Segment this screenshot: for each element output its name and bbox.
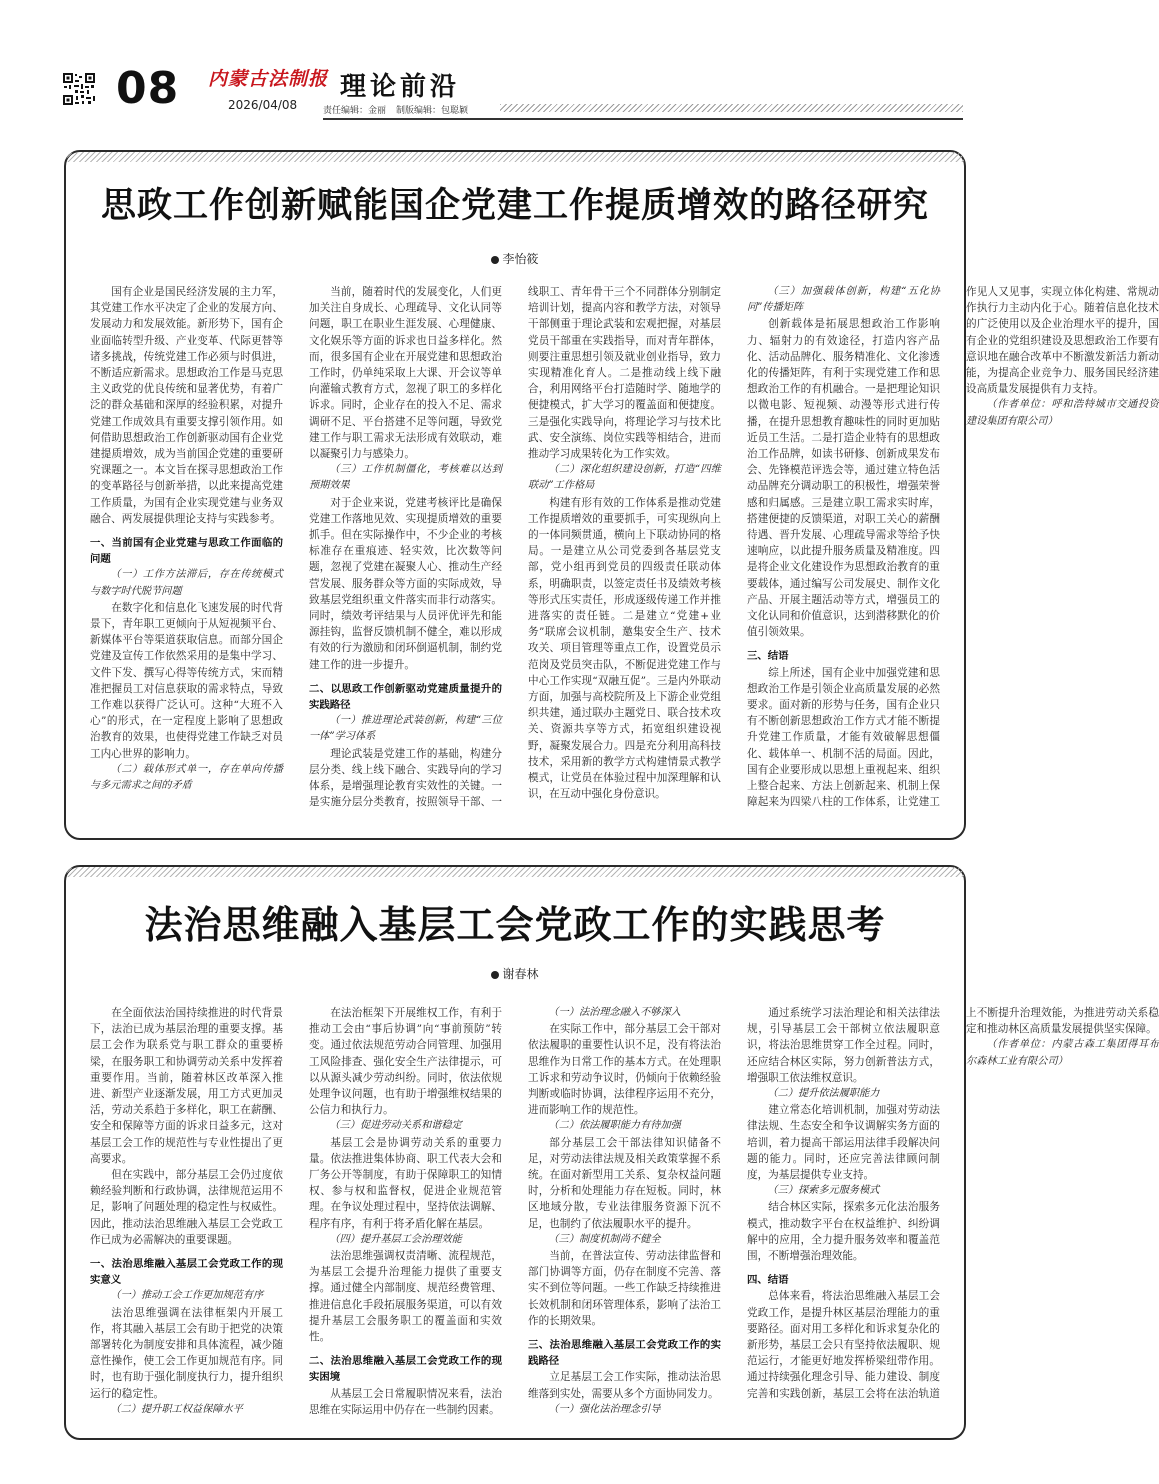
frame-decoration (66, 867, 964, 877)
issue-date: 2026/04/08 (228, 98, 298, 112)
article-2-headline: 法治思维融入基层工会党政工作的实践思考 (144, 902, 886, 947)
article-2 (64, 865, 1159, 1440)
subsection-heading: （一）强化法治理念引导 (548, 1403, 661, 1415)
page-header (0, 0, 1024, 130)
paragraph: 当前，随着时代的发展变化，人们更加关注自身成长、心理疏导、文化认同等问题，职工在职业生涯发展、心理健康、文化娱乐等方面的诉求也日益多样化。然而，很多国有企业在开展党建和思想政治工作时，仍单纯采取上大课、开会议等单向灌输式教育方式，忽视了职工的多样化诉求。同时，企业存在的投入不足、需求调研不足、平台搭建不足等问题，导致党建工作与职工需求无法形成有效联动，难以凝聚引力与感染力。 (309, 286, 502, 461)
section-heading: 三、法治思维融入基层工会党政工作的实践路径 (528, 1339, 721, 1368)
frame-decoration (66, 152, 964, 162)
paragraph: 法治思维强调权责清晰、流程规范，为基层工会提升治理能力提供了重要支撑。通过健全内部制度、规范经费管理、推进信息化手段拓展服务渠道，可以有效提升基层工会服务职工的覆盖面和实效性。 (309, 1250, 502, 1344)
paragraph: 结合林区实际，探索多元化法治服务模式，推动数字平台在权益维护、纠纷调解中的应用，全力提升服务效率和覆盖范围，不断增强治理效能。 (747, 1201, 940, 1263)
subsection-heading: （四）提升基层工会治理效能 (329, 1233, 462, 1245)
paragraph: 建立常态化培训机制，加强对劳动法律法规、生态安全和争议调解实务方面的培训，着力提高干部运用法律手段解决问题的能力。同时，还应完善法律顾问制度，为基层提供专业支持。 (747, 1104, 940, 1182)
subsection-heading: （三）探索多元服务模式 (767, 1185, 880, 1197)
paragraph: 但在实践中，部分基层工会仍过度依赖经验判断和行政协调，法律规范运用不足，影响了问题处理的稳定性与权威性。因此，推动法治思维融入基层工会党政工作已成为必需解决的重要课题。 (90, 1169, 283, 1246)
header-decoration (500, 104, 963, 112)
subsection-heading: （三）工作机制僵化，考核难以达到预期效果 (309, 464, 502, 492)
chief-editor: 责任编辑：金丽 (323, 106, 387, 116)
paragraph: 对于企业来说，党建考核评比是确保党建工作落地见效、实现提质增效的重要抓手。但在实际操作中，不少企业的考核标准存在重痕迹、轻实效，比次数等问题，忽视了党建在凝聚人心、推动生产经营发展、服务群众等方面的实际成效，导致基层党组织重文件落实而非行动落实。同时，绩效考评结果与人员评优评先和能源挂钩，监督反馈机制不健全，难以形成有效的行为激励和闭环倒逼机制，制约党建工作的进一步提升。 (309, 496, 502, 671)
section-heading: 二、以思政工作创新驱动党建质量提升的实践路径 (309, 682, 502, 712)
paragraph: 在全面依法治国持续推进的时代背景下，法治已成为基层治理的重要支撑。基层工会作为联系党与职工群众的重要桥梁，在服务职工和协调劳动关系中发挥着重要作用。当前，随着林区改革深入推进、新型产业逐渐发展，用工方式更加灵活，劳动关系趋于多样化，职工在薪酬、安全和保障等方面的诉求日益多元，这对基层工会工作的规范性与专业性提出了更高要求。 (90, 1007, 283, 1165)
section-heading: 一、当前国有企业党建与思政工作面临的问题 (90, 537, 283, 566)
subsection-heading: （二）提升职工权益保障水平 (110, 1403, 243, 1415)
paragraph: 构建有形有效的工作体系是推动党建工作提质增效的重要抓手，可实现纵向上的一体同频贯通，横向上下联动协同的格局。一是建立从公司党委到各基层党支部，党小组再到党员的四级责任联动体系，明确职责，以签定责任书及绩效考核等形式压实责任，形成逐级传递工作并推进落实的责任链。二是建立“党建+业务”联席会议机制，邀集安全生产、技术攻关、项目管理等重点工作，设置党员示范岗及党员突击队，不断促进党建工作与中心工作实现“双融互促”。三是内外联动方面，加强与高校院所及上下游企业党组织共建，通过联办主题党日、联合技术攻关、资源共享等方式，拓宽组织建设视野，凝聚发展合力。四是充分利用高科技技术，采用新的教学方式构建情景式教学模式，让党员在体验过程中加深理解和认识，在互动中强化身份意识。 (528, 496, 721, 801)
layout-editor: 制版编辑：包聪颖 (396, 106, 469, 116)
subsection-heading: （一）法治理念融入不够深入 (548, 1007, 681, 1018)
subsection-heading: （二）载体形式单一，存在单向传播与多元需求之间的矛盾 (90, 763, 283, 792)
article-1-byline (66, 250, 964, 267)
paragraph: 从基层工会日常履职情况来看，法治思维在实际运用中仍存在一些制约因素。 (309, 1387, 502, 1416)
paragraph: 部分基层工会干部法律知识储备不足，对劳动法律法规及相关政策掌握不系统。在面对新型用工关系、复杂权益问题时，分析和处理能力存在短板。同时，林区地域分散，专业法律服务资源下沉不足，也制约了依法履职水平的提升。 (528, 1136, 721, 1230)
paragraph: 创新载体是拓展思想政治工作影响力、辐射力的有效途径，打造内容产品化、活动品牌化、服务精准化、文化渗透化的传播矩阵，有利于实现党建工作和思想政治工作的有机融合。一是把理论知识以微电影、短视频、动漫等形式进行传播，在提升思想教育趣味性的同时更加贴近员工生活。二是打造企业特有的思想政治工作品牌，如读书研修、创新成果发布会、先锋模范评选会等，通过建立特色活动品牌充分调动职工的积极性，增强荣誉感和归属感。三是建立职工需求实时库，搭建便捷的反馈渠道，对职工关心的薪酬待遇、晋升发展、心理疏导需求等给予快速响应，以此提升服务质量及精准度。四是将企业文化建设作为思想政治教育的重要载体，通过编写公司发展史、制作文化产品、开展主题活动等方式，增强员工的文化认同和价值意识，达到潜移默化的价值引领效果。 (747, 318, 940, 639)
paragraph: 综上所述，国有企业中加强党建和思想政治工作是引领企业高质量发展的必然要求。面对新的形势与任务，国有企业只有不断创新思想政治工作方式才能不断提升党建工作质量，才能有效破解思想僵化、载体单一、机制不活的局面。因此，国有企业要形成以思想上重视起来、组织上整合起来、方法上创新起来、机制上保障起来为四梁八柱的工作体系，让党建工作见人又见事，实现立体化构建、常规动作执行力主动内化于心。随着信息化技术的广泛使用以及企业治理水平的提升，国有企业的党组织建设及思想政治工作要有意识地在融合改革中不断激发新活力新动能，为提高企业竞争力、服务国民经济建设高质量发展提供有力支持。 (747, 286, 1159, 809)
editor-credits (323, 103, 478, 116)
paragraph: 理论武装是党建工作的基础，构建分层分类、线上线下融合、实践导向的学习体系，是增强理论教育实效性的关键。一是实施分层分类教育，按照领导干部、一线职工、青年骨干三个不同群体分别制定培训计划，提高内容和教学方法，对领导干部侧重于理论武装和宏观把握，对基层党员干部重在实践指导，而对青年群体，则要注重思想引领及就业创业指导，致力实现精准化育人。二是推动线上线下融合，利用网络平台打造随时学、随地学的便捷模式，扩大学习的覆盖面和便捷度。三是强化实践导向，将理论学习与技术比武、安全演练、岗位实践等相结合，进而推动学习成果转化为工作实效。 (309, 286, 721, 809)
subsection-heading: （一）推动工会工作更加规范有序 (110, 1290, 264, 1302)
section-heading: 三、结语 (747, 650, 789, 663)
bullet-icon (491, 256, 499, 264)
subsection-heading: （三）加强载体创新，构建“五化协同”传播矩阵 (747, 286, 940, 314)
subsection-heading: （二）深化组织建设创新，打造“四维联动”工作格局 (528, 464, 721, 492)
paragraph: 当前，在普法宣传、劳动法律监督和部门协调等方面，仍存在制度不完善、落实不到位等问题。一些工作缺乏持续推进长效机制和闭环管理体系，影响了法治工作的长期效果。 (528, 1250, 721, 1327)
paragraph: 立足基层工会工作实际，推动法治思维落到实处，需要从多个方面协同发力。 (528, 1371, 721, 1400)
article-1 (64, 150, 1159, 840)
section-title: 理论前沿 (340, 72, 461, 102)
section-heading: 四、结语 (747, 1274, 789, 1287)
subsection-heading: （二）依法履职能力有待加强 (548, 1120, 681, 1132)
paragraph: 总体来看，将法治思维融入基层工会党政工作，是提升林区基层治理能力的重要路径。面对用工多样化和诉求复杂化的新形势，基层工会只有坚持依法履职、规范运行，才能更好地发挥桥梁纽带作用。通过持续强化理念引导、能力建设、制度完善和实践创新，基层工会将在法治轨道上不断提升治理效能，为推进劳动关系稳定和推动林区高质量发展提供坚实保障。 (747, 1007, 1159, 1400)
article-1-author: 李怡筱 (502, 252, 539, 266)
article-2-byline (66, 965, 964, 982)
article-1-body (90, 284, 1159, 826)
paragraph: 在法治框架下开展维权工作，有利于推动工会由“事后协调”向“事前预防”转变。通过依法规范劳动合同管理、加强用工风险排查、强化安全生产法律提示，可以从源头减少劳动纠纷。同时，依法依规处理争议问题，也有助于增强维权结果的公信力和执行力。 (309, 1007, 502, 1117)
header-rule (323, 118, 963, 120)
page-number: 08 (116, 63, 180, 114)
paragraph: 法治思维强调在法律框架内开展工作，将其融入基层工会有助于把党的决策部署转化为制度安排和具体流程，减少随意性操作，使工会工作更加规范有序。同时，也有助于强化制度执行力，提升组织运行的稳定性。 (90, 1306, 283, 1400)
article-2-body (90, 1005, 1159, 1426)
qr-code-icon (62, 72, 96, 106)
author-affiliation: （作者单位：呼和浩特城市交通投资建设集团有限公司） (966, 399, 1159, 427)
section-heading: 一、法治思维融入基层工会党政工作的现实意义 (90, 1258, 283, 1287)
section-heading: 二、法治思维融入基层工会党政工作的现实困境 (309, 1355, 502, 1384)
paragraph: 在实际工作中，部分基层工会干部对依法履职的重要性认识不足，没有将法治思维作为日常工作的基本方式。在处理职工诉求和劳动争议时，仍倾向于依赖经验判断或临时协调，法律程序运用不充分，进而影响工作的规范性。 (528, 1023, 721, 1117)
subsection-heading: （一）工作方法滞后，存在传统模式与数字时代脱节问题 (90, 569, 283, 597)
paragraph: 国有企业是国民经济发展的主力军，其党建工作水平决定了企业的发展方向、发展动力和发展效能。新形势下，国有企业面临转型升级、产业变革、代际更替等诸多挑战，传统党建工作必须与时俱进，不断适应新需求。思想政治工作是马克思主义政党的优良传统和显著优势，有着广泛的群众基础和深厚的经验积累，对提升党建工作成效具有重要支撑引领作用。如何借助思想政治工作创新驱动国有企业党建提质增效，成为当前国企党建的重要研究课题之一。本文旨在探寻思想政治工作的变革路径与创新举措，以此来提高党建工作质量，为国有企业实现党建与业务双融合、两发展提供理论支持与实践参考。 (90, 286, 283, 525)
article-2-author: 谢春林 (502, 967, 539, 981)
newspaper-name-logo: 内蒙古法制报 (208, 68, 329, 90)
paragraph: 基层工会是协调劳动关系的重要力量。依法推进集体协商、职工代表大会和厂务公开等制度，有助于保障职工的知情权、参与权和监督权，促进企业规范管理。在争议处理过程中，坚持依法调解、程序有序，有利于将矛盾化解在基层。 (309, 1136, 502, 1230)
bullet-icon (491, 971, 499, 979)
paragraph: 通过系统学习法治理论和相关法律法规，引导基层工会干部树立依法履职意识，将法治思维贯穿工作全过程。同时，还应结合林区实际，努力创新普法方式，增强职工依法维权意识。 (747, 1007, 940, 1084)
subsection-heading: （二）提升依法履职能力 (767, 1088, 880, 1100)
paragraph: 在数字化和信息化飞速发展的时代背景下，青年职工更倾向于从短视频平台、新媒体平台等渠道获取信息。而部分国企党建及宣传工作依然采用的是集中学习、文件下发、撰写心得等传统方式，宋而精准把握员工对信息获取的需求特点，导致工作难以获得广泛认可。这种“大班不入心”的形式，在一定程度上影响了思想政治教育的效果，也使得党建工作缺乏对员工内心世界的影响力。 (90, 601, 283, 760)
subsection-heading: （三）制度机制尚不健全 (548, 1233, 661, 1245)
author-affiliation: （作者单位：内蒙古森工集团得耳布尔森林工业有限公司） (966, 1039, 1159, 1067)
subsection-heading: （一）推进理论武装创新，构建“三位一体”学习体系 (309, 715, 502, 743)
subsection-heading: （三）促进劳动关系和谐稳定 (329, 1120, 462, 1132)
article-1-headline: 思政工作创新赋能国企党建工作提质增效的路径研究 (100, 185, 929, 226)
